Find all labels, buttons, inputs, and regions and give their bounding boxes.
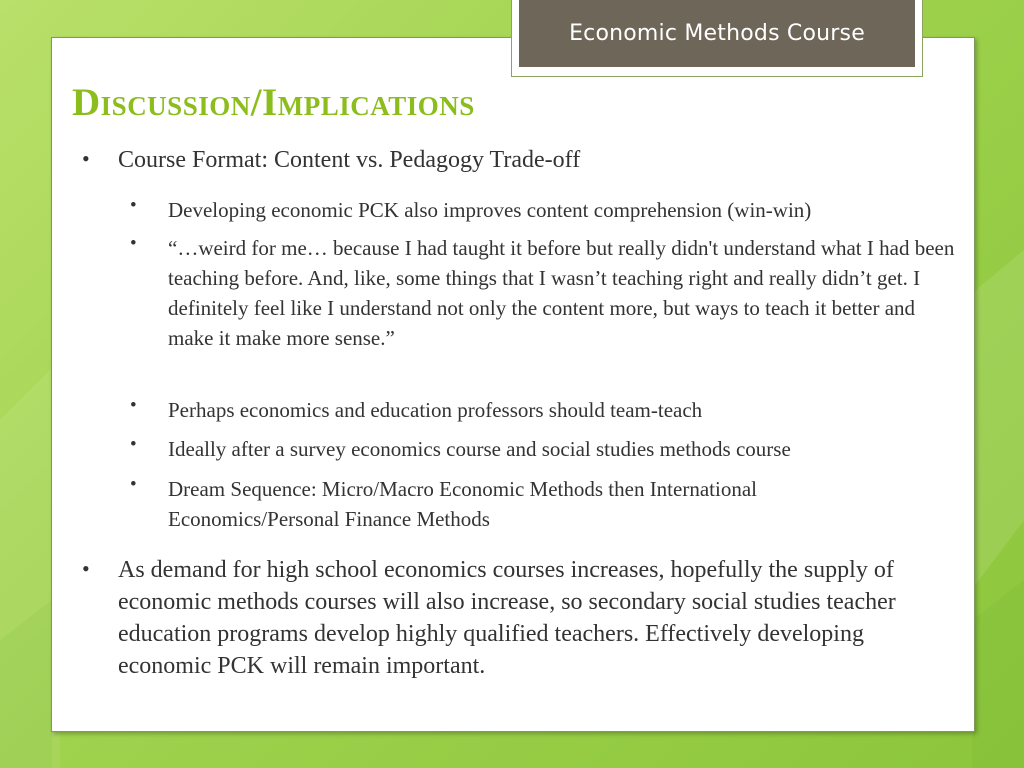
sub-bullet-dream-sequence: Dream Sequence: Micro/Macro Economic Methods then International Economics/Personal Finance Methods	[168, 477, 757, 531]
bullet-demand: As demand for high school economics courses increases, hopefully the supply of economic methods courses will also increase, so secondary social studies teacher education programs develop highly qualified teachers. Effectively developing economic PCK will remain important.	[118, 557, 896, 679]
sub-bullet-dot: •	[130, 474, 137, 495]
sub-bullet-quote: “…weird for me… because I had taught it before but really didn't understand what I had been teaching before. And, like, some things that I wasn’t teaching right and really didn’t get. I definitely feel like I understand not only the content more, but ways to teach it better and make it make more sense.”	[168, 236, 955, 350]
bullet-course-format: Course Format: Content vs. Pedagogy Trade-off	[118, 147, 581, 173]
sub-bullet-pck: Developing economic PCK also improves content comprehension (win-win)	[168, 198, 812, 222]
course-name-label: Economic Methods Course	[569, 21, 865, 46]
sub-bullet-dot: •	[130, 395, 137, 416]
sub-bullet-dot: •	[130, 233, 137, 254]
bullet-dot: •	[82, 556, 90, 581]
bullet-dot: •	[82, 146, 90, 171]
header-tab	[519, 0, 915, 67]
sub-bullet-dot: •	[130, 195, 137, 216]
sub-bullet-team-teach: Perhaps economics and education professors should team-teach	[168, 398, 703, 422]
sub-bullet-dot: •	[130, 434, 137, 455]
slide-title: Discussion/Implications	[72, 81, 475, 124]
sub-bullet-survey: Ideally after a survey economics course and social studies methods course	[168, 437, 791, 461]
